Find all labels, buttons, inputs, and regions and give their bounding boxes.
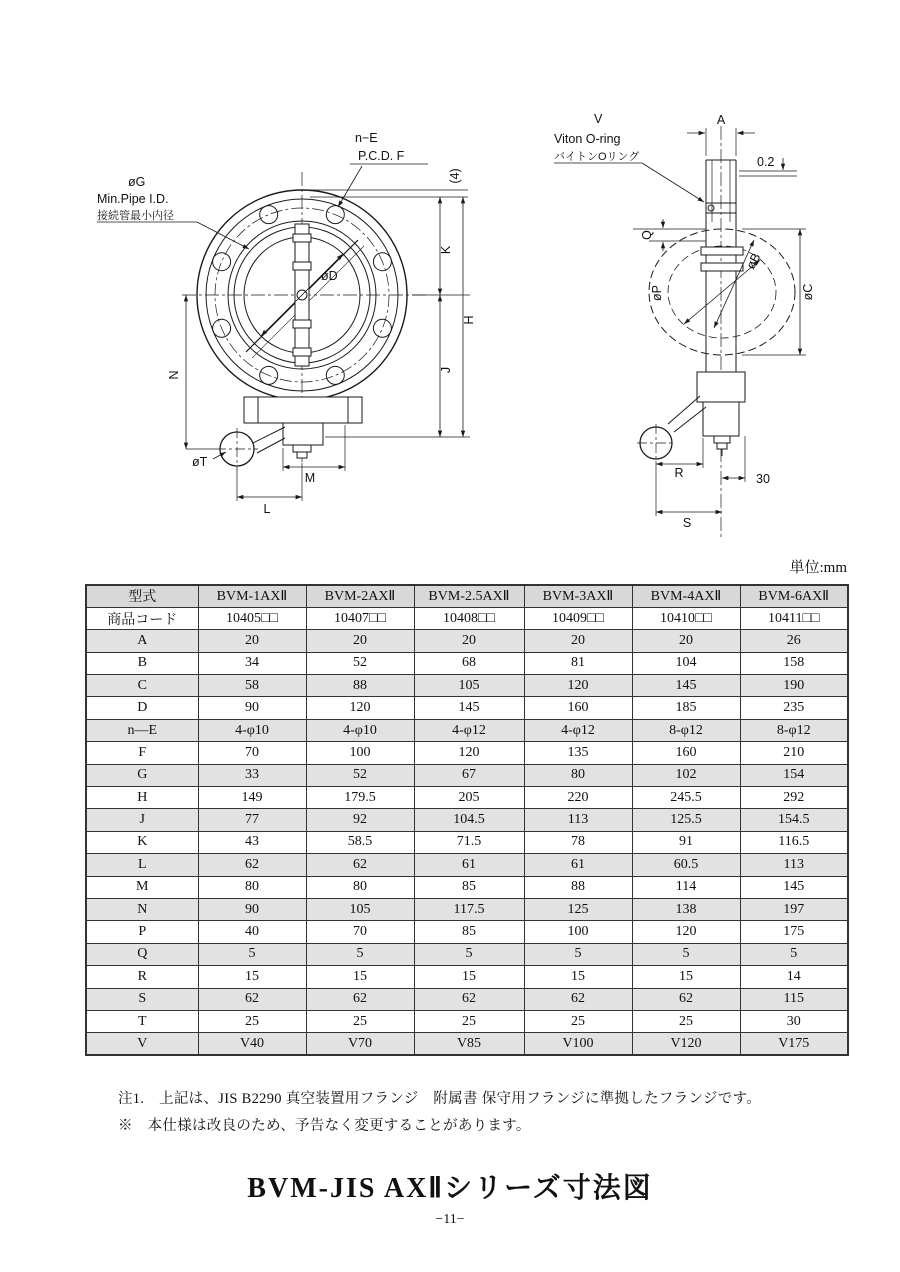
table-cell: 120 xyxy=(306,697,414,719)
table-cell: 25 xyxy=(306,1010,414,1032)
table-header-model: BVM-1AXⅡ xyxy=(198,585,306,607)
min-pipe-id-jp-label: 接続管最小内径 xyxy=(97,210,174,222)
table-cell: 67 xyxy=(414,764,524,786)
table-cell: 10411□□ xyxy=(740,607,848,629)
table-row xyxy=(86,1010,848,1032)
table-cell: 10405□□ xyxy=(198,607,306,629)
table-cell: 5 xyxy=(306,943,414,965)
table-cell: 10408□□ xyxy=(414,607,524,629)
row-label: V xyxy=(86,1033,198,1055)
table-header-row xyxy=(86,585,848,607)
table-cell: 100 xyxy=(306,742,414,764)
table-cell: 105 xyxy=(306,898,414,920)
row-label: B xyxy=(86,652,198,674)
phi-d-dimension-label: øD xyxy=(321,269,338,283)
phi-b-dimension-label: øB xyxy=(743,250,764,272)
min-pipe-id-label: Min.Pipe I.D. xyxy=(97,192,169,206)
table-cell: 62 xyxy=(414,988,524,1010)
n-dimension-label: N xyxy=(167,370,181,380)
table-cell: 61 xyxy=(414,854,524,876)
table-cell: 15 xyxy=(414,966,524,988)
table-cell: 117.5 xyxy=(414,898,524,920)
table-row xyxy=(86,607,848,629)
table-cell: 62 xyxy=(632,988,740,1010)
table-cell: 70 xyxy=(198,742,306,764)
table-cell: 4-φ12 xyxy=(414,719,524,741)
table-cell: 15 xyxy=(632,966,740,988)
table-header-model: BVM-6AXⅡ xyxy=(740,585,848,607)
table-cell: 70 xyxy=(306,921,414,943)
row-label: G xyxy=(86,764,198,786)
l-dimension-label: L xyxy=(263,502,271,516)
table-cell: 90 xyxy=(198,697,306,719)
pcd-f-dimension-label: P.C.D. F xyxy=(358,149,405,163)
offset-30-dimension-label: 30 xyxy=(756,472,770,486)
note-1: 注1. 上記は、JIS B2290 真空装置用フランジ 附属書 保守用フランジに準拠したフランジです。 xyxy=(118,1091,762,1107)
row-label: M xyxy=(86,876,198,898)
table-cell: 61 xyxy=(524,854,632,876)
table-cell: V120 xyxy=(632,1033,740,1055)
paren-4-dimension-label: (4) xyxy=(448,168,462,184)
table-cell: V40 xyxy=(198,1033,306,1055)
unit-label: 単位:mm xyxy=(789,560,847,576)
table-cell: 102 xyxy=(632,764,740,786)
table-row xyxy=(86,764,848,786)
table-cell: 5 xyxy=(524,943,632,965)
row-label: C xyxy=(86,675,198,697)
technical-drawing xyxy=(0,0,900,560)
table-cell: 104.5 xyxy=(414,809,524,831)
table-cell: 30 xyxy=(740,1010,848,1032)
row-label: L xyxy=(86,854,198,876)
table-cell: 62 xyxy=(306,988,414,1010)
table-cell: 120 xyxy=(524,675,632,697)
page-number: −11− xyxy=(435,1212,465,1227)
table-cell: 10409□□ xyxy=(524,607,632,629)
table-cell: V70 xyxy=(306,1033,414,1055)
table-cell: 145 xyxy=(632,675,740,697)
table-cell: 8-φ12 xyxy=(740,719,848,741)
row-label: N xyxy=(86,898,198,920)
table-cell: 113 xyxy=(524,809,632,831)
table-header-model: BVM-3AXⅡ xyxy=(524,585,632,607)
table-cell: 43 xyxy=(198,831,306,853)
table-cell: 10410□□ xyxy=(632,607,740,629)
row-label: T xyxy=(86,1010,198,1032)
table-cell: 15 xyxy=(524,966,632,988)
table-cell: 26 xyxy=(740,630,848,652)
table-cell: 52 xyxy=(306,652,414,674)
table-cell: 220 xyxy=(524,787,632,809)
table-cell: 100 xyxy=(524,921,632,943)
table-cell: 80 xyxy=(198,876,306,898)
table-row xyxy=(86,854,848,876)
row-label: Q xyxy=(86,943,198,965)
table-cell: 125.5 xyxy=(632,809,740,831)
table-row xyxy=(86,988,848,1010)
table-cell: 88 xyxy=(306,675,414,697)
table-cell: 85 xyxy=(414,921,524,943)
table-cell: 5 xyxy=(632,943,740,965)
table-row xyxy=(86,697,848,719)
phi-c-dimension-label: øC xyxy=(801,283,815,301)
table-cell: 149 xyxy=(198,787,306,809)
table-cell: 25 xyxy=(632,1010,740,1032)
table-cell: 88 xyxy=(524,876,632,898)
table-cell: 60.5 xyxy=(632,854,740,876)
table-cell: 245.5 xyxy=(632,787,740,809)
table-cell: 20 xyxy=(198,630,306,652)
table-row xyxy=(86,675,848,697)
table-cell: 145 xyxy=(740,876,848,898)
table-cell: 190 xyxy=(740,675,848,697)
row-label: J xyxy=(86,809,198,831)
s-dimension-label: S xyxy=(682,516,692,530)
table-cell: 91 xyxy=(632,831,740,853)
row-label: F xyxy=(86,742,198,764)
row-label: n—E xyxy=(86,719,198,741)
table-cell: 15 xyxy=(306,966,414,988)
table-cell: 85 xyxy=(414,876,524,898)
note-2: ※ 本仕様は改良のため、予告なく変更することがあります。 xyxy=(118,1118,531,1134)
table-row xyxy=(86,831,848,853)
table-row xyxy=(86,943,848,965)
table-cell: 104 xyxy=(632,652,740,674)
gap-02-dimension-label: 0.2 xyxy=(757,155,775,169)
table-header-model: BVM-2.5AXⅡ xyxy=(414,585,524,607)
table-cell: 197 xyxy=(740,898,848,920)
table-cell: 160 xyxy=(524,697,632,719)
row-label: 商品コード xyxy=(86,607,198,629)
j-dimension-label: J xyxy=(439,366,453,374)
viton-oring-label: Viton O-ring xyxy=(554,132,621,146)
table-cell: 154.5 xyxy=(740,809,848,831)
phi-g-dimension-label: øG xyxy=(128,175,146,189)
table-row xyxy=(86,921,848,943)
table-header-model: BVM-2AXⅡ xyxy=(306,585,414,607)
row-label: H xyxy=(86,787,198,809)
table-cell: 135 xyxy=(524,742,632,764)
table-cell: 4-φ12 xyxy=(524,719,632,741)
table-cell: 25 xyxy=(414,1010,524,1032)
viton-oring-jp-label: バイトンOリング xyxy=(554,151,640,163)
table-cell: 14 xyxy=(740,966,848,988)
table-row xyxy=(86,630,848,652)
table-cell: 185 xyxy=(632,697,740,719)
table-cell: 20 xyxy=(524,630,632,652)
a-dimension-label: A xyxy=(716,113,726,127)
table-cell: 145 xyxy=(414,697,524,719)
row-label: R xyxy=(86,966,198,988)
table-cell: 80 xyxy=(524,764,632,786)
table-cell: 90 xyxy=(198,898,306,920)
q-dimension-label: Q xyxy=(640,230,654,240)
table-cell: 154 xyxy=(740,764,848,786)
row-label: S xyxy=(86,988,198,1010)
table-cell: 78 xyxy=(524,831,632,853)
n-e-dimension-label: n−E xyxy=(355,131,378,145)
table-cell: 175 xyxy=(740,921,848,943)
v-dimension-label: V xyxy=(594,112,603,126)
table-header-model: BVM-4AXⅡ xyxy=(632,585,740,607)
k-dimension-label: K xyxy=(439,245,453,255)
table-cell: 120 xyxy=(414,742,524,764)
h-dimension-label: H xyxy=(462,315,476,325)
table-cell: 105 xyxy=(414,675,524,697)
table-header-type: 型式 xyxy=(86,585,198,607)
table-cell: 113 xyxy=(740,854,848,876)
row-label: D xyxy=(86,697,198,719)
table-cell: 80 xyxy=(306,876,414,898)
table-cell: 210 xyxy=(740,742,848,764)
table-cell: 62 xyxy=(198,988,306,1010)
page-title: BVM-JIS AXⅡシリーズ寸法図 xyxy=(247,1173,653,1204)
table-row xyxy=(86,719,848,741)
table-cell: 205 xyxy=(414,787,524,809)
table-cell: 125 xyxy=(524,898,632,920)
table-cell: 179.5 xyxy=(306,787,414,809)
table-cell: 77 xyxy=(198,809,306,831)
table-cell: 34 xyxy=(198,652,306,674)
table-cell: 8-φ12 xyxy=(632,719,740,741)
table-cell: 81 xyxy=(524,652,632,674)
phi-t-dimension-label: øT xyxy=(192,455,208,469)
table-row xyxy=(86,1033,848,1055)
table-cell: V100 xyxy=(524,1033,632,1055)
table-cell: V85 xyxy=(414,1033,524,1055)
table-cell: 40 xyxy=(198,921,306,943)
dimension-table xyxy=(85,584,849,1056)
table-cell: 33 xyxy=(198,764,306,786)
table-cell: 160 xyxy=(632,742,740,764)
table-cell: 20 xyxy=(414,630,524,652)
phi-p-dimension-label: øP xyxy=(650,285,664,301)
table-cell: 4-φ10 xyxy=(306,719,414,741)
table-cell: 62 xyxy=(306,854,414,876)
table-row xyxy=(86,809,848,831)
table-cell: 15 xyxy=(198,966,306,988)
row-label: A xyxy=(86,630,198,652)
table-cell: V175 xyxy=(740,1033,848,1055)
table-cell: 5 xyxy=(198,943,306,965)
table-row xyxy=(86,787,848,809)
table-cell: 25 xyxy=(524,1010,632,1032)
row-label: K xyxy=(86,831,198,853)
table-row xyxy=(86,898,848,920)
r-dimension-label: R xyxy=(674,466,684,480)
table-cell: 158 xyxy=(740,652,848,674)
table-row xyxy=(86,652,848,674)
table-cell: 10407□□ xyxy=(306,607,414,629)
table-cell: 62 xyxy=(198,854,306,876)
table-cell: 58.5 xyxy=(306,831,414,853)
table-cell: 115 xyxy=(740,988,848,1010)
table-cell: 5 xyxy=(740,943,848,965)
table-cell: 20 xyxy=(306,630,414,652)
table-cell: 52 xyxy=(306,764,414,786)
table-cell: 120 xyxy=(632,921,740,943)
table-cell: 92 xyxy=(306,809,414,831)
table-cell: 58 xyxy=(198,675,306,697)
table-cell: 235 xyxy=(740,697,848,719)
row-label: P xyxy=(86,921,198,943)
table-cell: 138 xyxy=(632,898,740,920)
table-cell: 5 xyxy=(414,943,524,965)
m-dimension-label: M xyxy=(304,471,316,485)
table-cell: 71.5 xyxy=(414,831,524,853)
table-cell: 4-φ10 xyxy=(198,719,306,741)
table-cell: 68 xyxy=(414,652,524,674)
table-body xyxy=(86,607,848,1055)
table-cell: 114 xyxy=(632,876,740,898)
table-row xyxy=(86,966,848,988)
table-row xyxy=(86,742,848,764)
table-cell: 116.5 xyxy=(740,831,848,853)
table-cell: 25 xyxy=(198,1010,306,1032)
table-cell: 20 xyxy=(632,630,740,652)
table-cell: 62 xyxy=(524,988,632,1010)
table-row xyxy=(86,876,848,898)
table-cell: 292 xyxy=(740,787,848,809)
